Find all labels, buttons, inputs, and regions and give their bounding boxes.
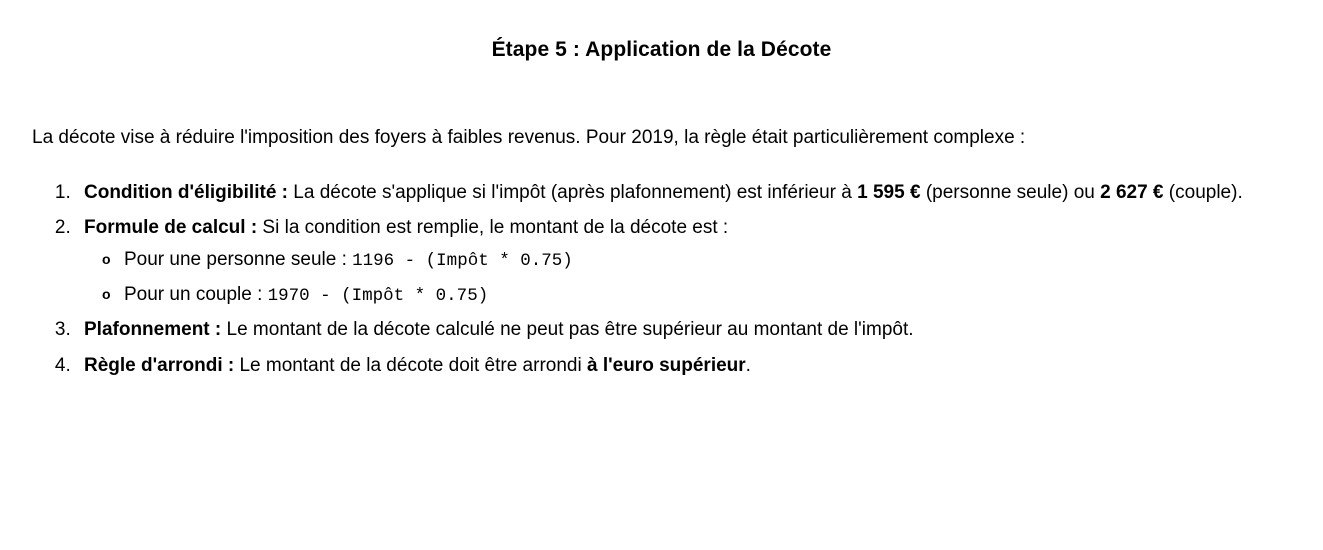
document-page <box>0 38 1323 550</box>
formula-sublist <box>84 246 1291 309</box>
item-text: Le montant de la décote calculé ne peut pas être supérieur au montant de l'impôt. <box>221 319 914 341</box>
item-label: Formule de calcul : <box>84 216 258 238</box>
formula-code-single: 1196 - (Impôt * 0.75) <box>352 251 573 272</box>
item-text-before: Le montant de la décote doit être arrondi <box>234 354 587 376</box>
item-label: Condition d'éligibilité : <box>84 181 288 203</box>
subitem-text: Pour un couple : <box>124 283 268 305</box>
page-title: Étape 5 : Application de la Décote <box>491 38 832 61</box>
list-item <box>76 178 1291 207</box>
formula-code-couple: 1970 - (Impôt * 0.75) <box>267 285 489 306</box>
intro-paragraph: La décote vise à réduire l'imposition des foyers à faibles revenus. Pour 2019, la règle était particulièrement complexe : <box>32 127 1026 148</box>
item-text: Si la condition est remplie, le montant de la décote est : <box>257 216 729 238</box>
item-text-mid: (personne seule) ou <box>920 181 1101 203</box>
item-label: Règle d'arrondi : <box>84 354 235 376</box>
rules-list <box>32 178 1291 381</box>
list-item <box>76 315 1291 344</box>
subitem-text: Pour une personne seule : <box>124 249 353 271</box>
bullet-icon: o <box>102 251 111 268</box>
bullet-icon: o <box>102 285 111 302</box>
item-amount-single: 1 595 € <box>857 181 921 203</box>
list-item <box>102 246 1291 275</box>
item-text-after: . <box>745 354 751 376</box>
list-item <box>76 213 1291 309</box>
list-item <box>102 281 1291 310</box>
item-text-after: (couple). <box>1163 181 1243 203</box>
item-label: Plafonnement : <box>84 319 222 341</box>
item-rounding-rule: à l'euro supérieur <box>586 354 746 376</box>
item-amount-couple: 2 627 € <box>1100 181 1164 203</box>
item-text-before: La décote s'applique si l'impôt (après plafonnement) est inférieur à <box>288 181 858 203</box>
list-item <box>76 351 1291 380</box>
